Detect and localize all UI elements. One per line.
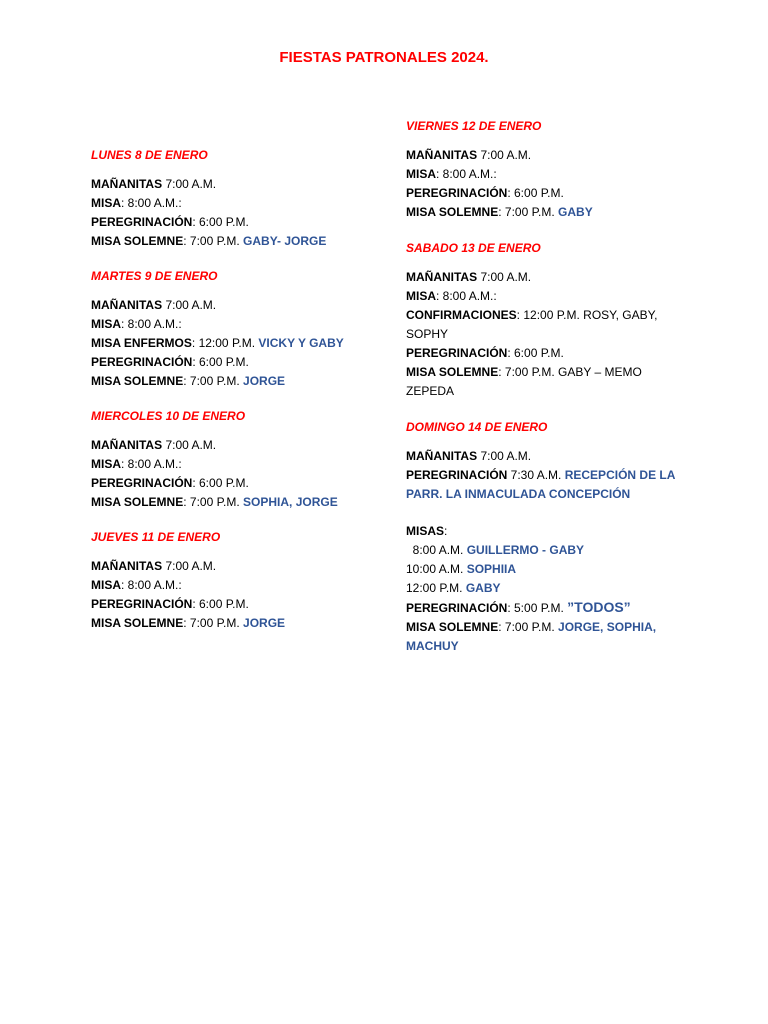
entry-text: : 8:00 A.M.: (121, 457, 182, 471)
entry-label: PEREGRINACIÓN (91, 215, 193, 229)
day-title: DOMINGO 14 DE ENERO (406, 420, 548, 434)
entry-text: 7:00 A.M. (162, 438, 217, 452)
schedule-entry (91, 334, 391, 353)
entry-text: : 8:00 A.M.: (436, 167, 497, 181)
schedule-entry (406, 268, 706, 287)
entry-label: MAÑANITAS (91, 177, 163, 191)
entry-label: MAÑANITAS (91, 559, 163, 573)
entry-text: 7:00 A.M. (162, 177, 217, 191)
day-title: SABADO 13 DE ENERO (406, 241, 541, 255)
entry-text: : 8:00 A.M.: (436, 289, 497, 303)
entry-label: MISA SOLEMNE (91, 374, 184, 388)
entry-label: MAÑANITAS (406, 270, 478, 284)
schedule-entry (91, 353, 391, 372)
entry-text: : 8:00 A.M.: (121, 578, 182, 592)
entry-names: SOPHIA, JORGE (243, 495, 338, 509)
entry-label: MISA SOLEMNE (91, 616, 184, 630)
day-block (91, 408, 391, 512)
entries-list (406, 146, 706, 222)
entry-text: : 6:00 P.M. (507, 186, 564, 200)
entry-text: 7:30 A.M. (507, 468, 565, 482)
entry-names: JORGE, SOPHIA, (558, 620, 657, 634)
misa-entry (406, 541, 706, 560)
entry-label: PEREGRINACIÓN (91, 597, 193, 611)
entry-text: : 6:00 P.M. (192, 597, 249, 611)
schedule-entry (406, 466, 706, 485)
schedule-entry (91, 372, 391, 391)
schedule-entry (91, 576, 391, 595)
entry-label: MISA (91, 578, 121, 592)
entry-names: JORGE (243, 374, 286, 388)
day-title: VIERNES 12 DE ENERO (406, 119, 542, 133)
misa-names: GUILLERMO - GABY (466, 543, 585, 557)
entries-list (91, 557, 391, 633)
entry-text: : 12:00 P.M. (191, 336, 259, 350)
entry-label: MISA SOLEMNE (91, 234, 184, 248)
entry-label: MISAS (406, 524, 445, 538)
misa-entry (406, 560, 706, 579)
entry-text: : 8:00 A.M.: (121, 317, 182, 331)
entries-list (91, 436, 391, 512)
schedule-entry (91, 296, 391, 315)
entry-names: GABY- JORGE (243, 234, 327, 248)
entry-text: : 6:00 P.M. (192, 476, 249, 490)
entry-label: MISA ENFERMOS (91, 336, 192, 350)
entry-label: MISA (406, 167, 436, 181)
day-block (91, 268, 391, 391)
day-title: MARTES 9 DE ENERO (91, 269, 218, 283)
entry-text: : 12:00 P.M. ROSY, GABY, (516, 308, 658, 322)
entry-names-continued: MACHUY (406, 639, 459, 653)
misas-list (406, 541, 706, 598)
entry-text: : 7:00 P.M. (183, 234, 244, 248)
entry-text: : 8:00 A.M.: (121, 196, 182, 210)
schedule-entry (91, 493, 391, 512)
day-block (91, 529, 391, 633)
entry-text: : 7:00 P.M. (183, 616, 244, 630)
entry-names: RECEPCIÓN DE LA (564, 468, 676, 482)
entry-text: : 7:00 P.M. GABY – MEMO (498, 365, 642, 379)
schedule-entry (91, 436, 391, 455)
entry-text: 7:00 A.M. (162, 559, 217, 573)
schedule-entry (91, 175, 391, 194)
schedule-entry (91, 315, 391, 334)
entry-label: PEREGRINACIÓN (406, 346, 508, 360)
entry-label: PEREGRINACIÓN (406, 601, 508, 615)
entry-names: VICKY Y GABY (258, 336, 344, 350)
schedule-entry (91, 455, 391, 474)
entry-text: 7:00 A.M. (477, 148, 532, 162)
entry-label: MISA (91, 196, 121, 210)
misa-entry (406, 579, 706, 598)
left-column (91, 147, 391, 650)
entry-label: MAÑANITAS (406, 148, 478, 162)
schedule-entry (91, 474, 391, 493)
entry-label: MAÑANITAS (406, 449, 478, 463)
misa-names: GABY (465, 581, 501, 595)
entry-text: : 6:00 P.M. (192, 355, 249, 369)
entry-label: MISA SOLEMNE (406, 365, 499, 379)
day-domingo (406, 419, 706, 656)
entry-text: 7:00 A.M. (162, 298, 217, 312)
entry-text: : 6:00 P.M. (507, 346, 564, 360)
entry-label: MISA SOLEMNE (91, 495, 184, 509)
entry-label: PEREGRINACIÓN (406, 186, 508, 200)
schedule-entry-continued: SOPHY (406, 327, 449, 341)
day-title: LUNES 8 DE ENERO (91, 148, 208, 162)
right-column (406, 118, 706, 674)
schedule-entry (406, 363, 706, 382)
entry-text: : (444, 524, 448, 538)
schedule-entry (91, 232, 391, 251)
entry-label: PEREGRINACIÓN (91, 355, 193, 369)
entry-label: MISA SOLEMNE (406, 620, 499, 634)
entry-label: MISA (91, 317, 121, 331)
misa-time: 12:00 P.M. (406, 581, 466, 595)
day-sabado (406, 240, 706, 401)
day-viernes (406, 118, 706, 222)
entry-names: ”TODOS” (567, 599, 631, 615)
entry-names: GABY (558, 205, 593, 219)
entry-text: : 7:00 P.M. (183, 495, 244, 509)
schedule-entry (406, 165, 706, 184)
misa-time: 10:00 A.M. (406, 562, 467, 576)
schedule-entry (406, 287, 706, 306)
schedule-entry (91, 557, 391, 576)
schedule-entry (406, 146, 706, 165)
entry-label: MAÑANITAS (91, 298, 163, 312)
schedule-entry (406, 306, 706, 325)
schedule-entry (406, 344, 706, 363)
entry-text: : 7:00 P.M. (183, 374, 244, 388)
entry-names: JORGE (243, 616, 286, 630)
entry-text: : 6:00 P.M. (192, 215, 249, 229)
entry-label: MISA (406, 289, 436, 303)
entry-label: CONFIRMACIONES (406, 308, 517, 322)
day-block (91, 147, 391, 251)
entry-label: PEREGRINACIÓN (91, 476, 193, 490)
entry-label: MISA SOLEMNE (406, 205, 499, 219)
misa-names: SOPHIIA (466, 562, 517, 576)
day-title: JUEVES 11 DE ENERO (91, 530, 221, 544)
entry-label: MISA (91, 457, 121, 471)
entry-text: 7:00 A.M. (477, 449, 532, 463)
entry-names-continued: PARR. LA INMACULADA CONCEPCIÓN (406, 487, 631, 501)
schedule-entry (406, 598, 706, 618)
schedule-entry (91, 614, 391, 633)
entries-list (91, 175, 391, 251)
schedule-entry (406, 447, 706, 466)
misa-time: 8:00 A.M. (406, 543, 467, 557)
schedule-entry (406, 618, 706, 637)
entry-text: : 5:00 P.M. (507, 601, 568, 615)
entry-text: 7:00 A.M. (477, 270, 532, 284)
schedule-entry (91, 595, 391, 614)
entry-label: MAÑANITAS (91, 438, 163, 452)
entry-text: : 7:00 P.M. (498, 620, 559, 634)
schedule-entry (406, 203, 706, 222)
page-title: FIESTAS PATRONALES 2024. (279, 49, 489, 66)
schedule-entry (406, 522, 706, 541)
entry-text: : 7:00 P.M. (498, 205, 559, 219)
entries-list (91, 296, 391, 391)
day-title: MIERCOLES 10 DE ENERO (91, 409, 246, 423)
schedule-entry (406, 184, 706, 203)
schedule-entry (91, 213, 391, 232)
schedule-entry-continued: ZEPEDA (406, 384, 455, 398)
entry-label: PEREGRINACIÓN (406, 468, 508, 482)
schedule-entry (91, 194, 391, 213)
